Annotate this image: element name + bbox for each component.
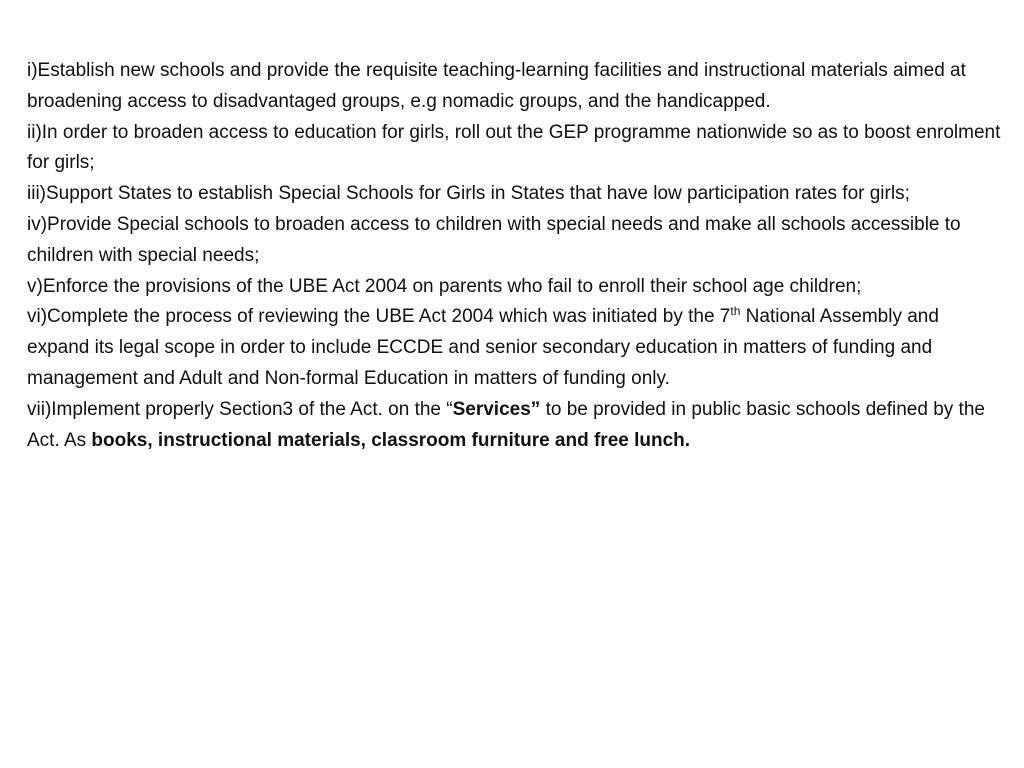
item-ii: ii)In order to broaden access to education for girls, roll out the GEP programme nationwide so as to boost enrolment for girls; (27, 121, 1001, 174)
item-v: v)Enforce the provisions of the UBE Act 2004 on parents who fail to enroll their school age children; (27, 275, 862, 297)
item-vi-text-2: National Assembly and expand its legal scope in order to include ECCDE and senior secondary education in matters of funding and management and Adult and Non-formal Education in matters of funding only. (27, 306, 939, 389)
item-vii-bold-list: books, instructional materials, classroom furniture and free lunch. (91, 429, 691, 451)
item-i: i)Establish new schools and provide the requisite teaching-learning facilities and instructional materials aimed at broadening access to disadvantaged groups, e.g nomadic groups, and the handicapped. (27, 60, 966, 112)
item-vii-text-2: to be provided in public basic schools defined by the Act. As (27, 398, 985, 451)
item-iv: iv)Provide Special schools to broaden access to children with special needs and make all schools accessible to children with special needs; (27, 213, 961, 266)
item-vii (27, 395, 1002, 457)
item-vi-superscript: th (730, 304, 741, 319)
item-vii-text-1: vii)Implement properly Section3 of the Act. on the “ (27, 398, 453, 420)
item-vii-bold-services: Services” (452, 398, 541, 420)
item-vi-text-1: vi)Complete the process of reviewing the UBE Act 2004 which was initiated by the 7 (27, 306, 731, 328)
item-iii: iii)Support States to establish Special Schools for Girls in States that have low participation rates for girls; (27, 183, 910, 205)
item-vi (27, 302, 1002, 394)
slide-body-text (27, 56, 1002, 456)
